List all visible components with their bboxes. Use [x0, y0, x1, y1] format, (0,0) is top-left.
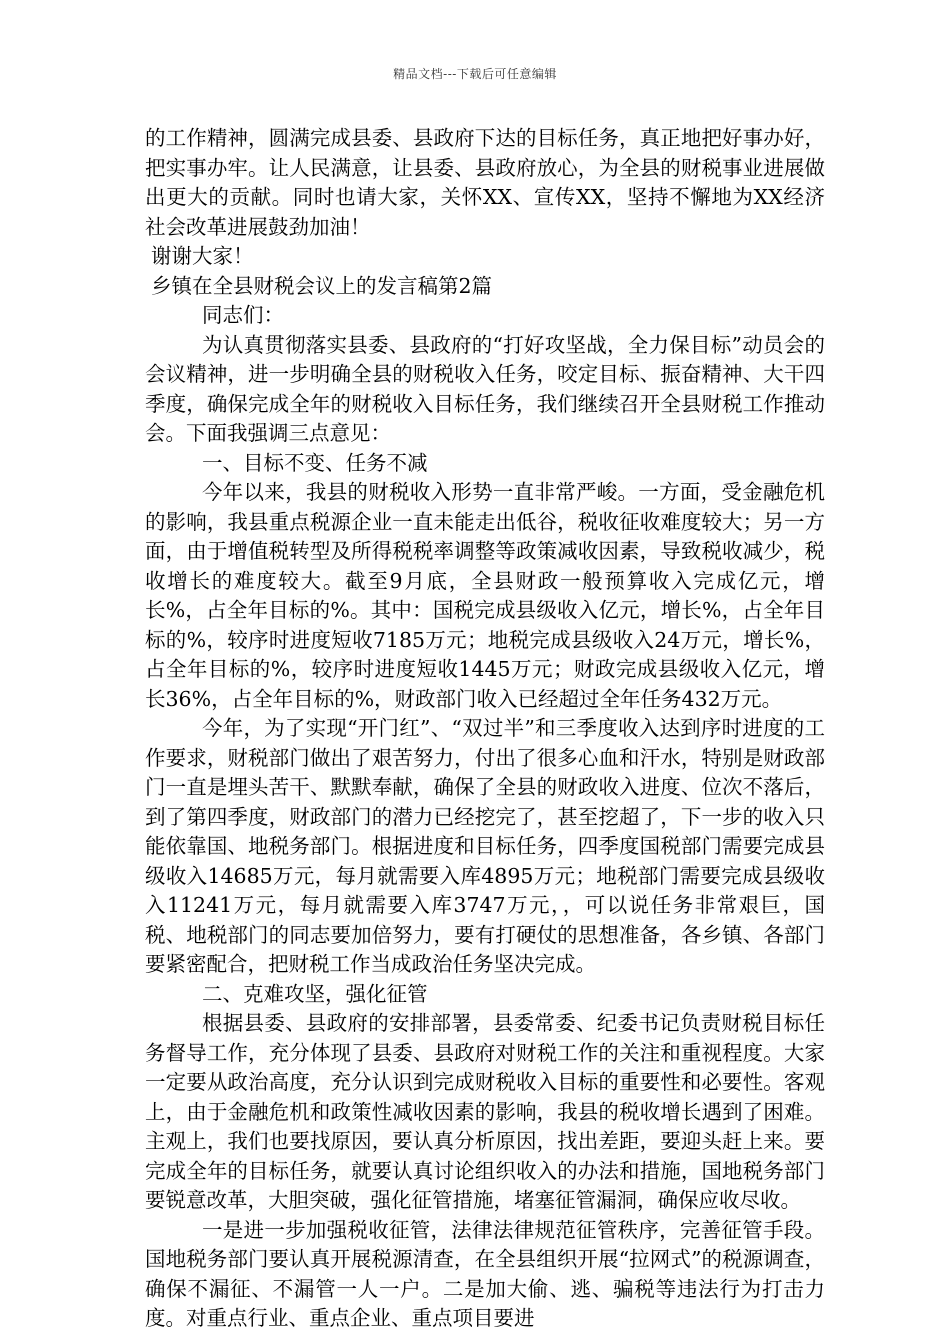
page-header: 精品文档---下载后可任意编辑	[393, 67, 557, 81]
paragraph-deployment: 根据县委、县政府的安排部署，县委常委、纪委书记负责财税目标任务督导工作，充分体现了县委、县政府对财税工作的关注和重视程度。大家一定要从政治高度，充分认识到完成财税收入目标的重要性和必要性。客观上，由于金融危机和政策性减收因素的影响，我县的税收增长遇到了困难。主观上，我们也要找原因，要认真分析原因，找出差距，要迎头赶上来。要完成全年的目标任务，就要认真讨论组织收入的办法和措施，国地税务部门要锐意改革，大胆突破，强化征管措施，堵塞征管漏洞，确保应收尽收。	[145, 1011, 825, 1212]
paragraph-closing-remarks: 的工作精神，圆满完成县委、县政府下达的目标任务，真正地把好事办好，把实事办牢。让人民满意，让县委、县政府放心，为全县的财税事业进展做出更大的贡献。同时也请大家，关怀XX、宣传XX，坚持不懈地为XX经济社会改革进展鼓劲加油！	[145, 126, 825, 239]
document-body	[145, 124, 825, 1334]
heading-point-two: 二、克难攻坚，强化征管	[202, 981, 428, 1006]
paragraph-revenue-situation: 今年以来，我县的财税收入形势一直非常严峻。一方面，受金融危机的影响，我县重点税源企业一直未能走出低谷，税收征收难度较大；另一方面，由于增值税转型及所得税税率调整等政策减收因素，导致税收减少，税收增长的难度较大。截至9月底，全县财政一般预算收入完成亿元，增长%，占全年目标的%。其中：国税完成县级收入亿元，增长%，占全年目标的%，较序时进度短收7185万元；地税完成县级收入24万元，增长%，占全年目标的%，较序时进度短收1445万元；财政完成县级收入亿元，增长36%，占全年目标的%，财政部门收入已经超过全年任务432万元。	[145, 480, 825, 711]
paragraph-quarter-tasks: 今年，为了实现“开门红”、“双过半”和三季度收入达到序时进度的工作要求，财税部门做出了艰苦努力，付出了很多心血和汗水，特别是财政部门一直是埋头苦干、默默奉献，确保了全县的财政收入进度、位次不落后，到了第四季度，财政部门的潜力已经挖完了，甚至挖超了，下一步的收入只能依靠国、地税务部门。根据进度和目标任务，四季度国税部门需要完成县级收入14685万元，每月就需要入库4895万元；地税部门需要完成县级收入11241万元，每月就需要入库3747万元，，可以说任务非常艰巨，国税、地税部门的同志要加倍努力，要有打硬仗的思想准备，各乡镇、各部门要紧密配合，把财税工作当成政治任务坚决完成。	[145, 716, 825, 976]
paragraph-thanks: 谢谢大家！	[151, 244, 254, 268]
paragraph-intro: 为认真贯彻落实县委、县政府的“打好攻坚战，全力保目标”动员会的会议精神，进一步明确全县的财税收入任务，咬定目标、振奋精神、大干四季度，确保完成全年的财税收入目标任务，我们继续召开全县财税工作推动会。下面我强调三点意见：	[145, 332, 825, 445]
section-title: 乡镇在全县财税会议上的发言稿第2篇	[151, 273, 493, 298]
salutation: 同志们：	[202, 303, 284, 327]
paragraph-measures: 一是进一步加强税收征管，法律法律规范征管秩序，完善征管手段。国地税务部门要认真开展税源清查，在全县组织开展“拉网式”的税源调查，确保不漏征、不漏管一人一户。二是加大偷、逃、骗税等违法行为打击力度。对重点行业、重点企业、重点项目要进	[145, 1217, 825, 1330]
heading-point-one: 一、目标不变、任务不减	[202, 450, 428, 475]
